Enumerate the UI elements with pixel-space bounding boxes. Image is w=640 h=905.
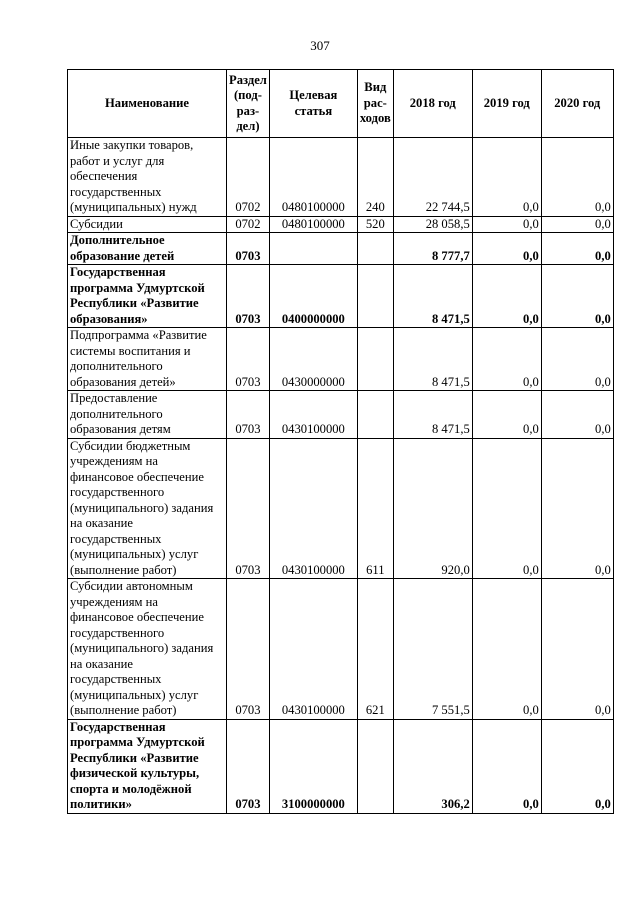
row-2020: 0,0 (541, 138, 613, 217)
row-section: 0702 (227, 216, 270, 233)
row-target: 0480100000 (269, 138, 357, 217)
row-2019: 0,0 (472, 391, 541, 439)
row-target: 0430100000 (269, 391, 357, 439)
row-kind: 520 (357, 216, 393, 233)
row-2020: 0,0 (541, 438, 613, 579)
row-section: 0703 (227, 233, 270, 265)
row-2019: 0,0 (472, 438, 541, 579)
row-kind (357, 265, 393, 328)
row-2018: 22 744,5 (393, 138, 472, 217)
row-kind: 621 (357, 579, 393, 720)
row-section: 0703 (227, 719, 270, 813)
row-name: Иные закупки товаров, работ и услуг для обеспечения государственных (муниципальных) нужд (68, 138, 227, 217)
table-row (68, 233, 614, 265)
table-row (68, 138, 614, 217)
header-2019: 2019 год (472, 70, 541, 138)
table-row (68, 579, 614, 720)
row-section: 0703 (227, 265, 270, 328)
row-target: 0400000000 (269, 265, 357, 328)
header-2018: 2018 год (393, 70, 472, 138)
row-2019: 0,0 (472, 265, 541, 328)
row-section: 0703 (227, 391, 270, 439)
header-2020: 2020 год (541, 70, 613, 138)
row-target: 3100000000 (269, 719, 357, 813)
row-2020: 0,0 (541, 579, 613, 720)
row-2020: 0,0 (541, 216, 613, 233)
row-2019: 0,0 (472, 719, 541, 813)
row-target: 0430100000 (269, 579, 357, 720)
row-2018: 8 471,5 (393, 265, 472, 328)
row-kind: 611 (357, 438, 393, 579)
row-2018: 8 471,5 (393, 328, 472, 391)
row-kind (357, 719, 393, 813)
row-kind (357, 328, 393, 391)
row-2020: 0,0 (541, 391, 613, 439)
header-section: Раздел (под-раз-дел) (227, 70, 270, 138)
header-name: Наименование (68, 70, 227, 138)
row-2018: 306,2 (393, 719, 472, 813)
row-2019: 0,0 (472, 138, 541, 217)
row-2020: 0,0 (541, 265, 613, 328)
row-kind (357, 391, 393, 439)
row-2019: 0,0 (472, 233, 541, 265)
row-2018: 920,0 (393, 438, 472, 579)
row-section: 0703 (227, 328, 270, 391)
row-section: 0702 (227, 138, 270, 217)
table-row (68, 391, 614, 439)
row-target: 0430000000 (269, 328, 357, 391)
row-2020: 0,0 (541, 719, 613, 813)
header-target: Целевая статья (269, 70, 357, 138)
row-2020: 0,0 (541, 233, 613, 265)
row-section: 0703 (227, 579, 270, 720)
row-2018: 8 471,5 (393, 391, 472, 439)
row-2019: 0,0 (472, 579, 541, 720)
table-row (68, 265, 614, 328)
table-row (68, 719, 614, 813)
row-2018: 7 551,5 (393, 579, 472, 720)
row-name: Подпрограмма «Развитие системы воспитания и дополнительного образования детей» (68, 328, 227, 391)
page-number: 307 (310, 38, 330, 53)
row-name: Государственная программа Удмуртской Республики «Развитие образования» (68, 265, 227, 328)
header-row (68, 70, 614, 138)
row-2018: 8 777,7 (393, 233, 472, 265)
row-name: Государственная программа Удмуртской Республики «Развитие физической культуры, спорта и молодёжной политики» (68, 719, 227, 813)
header-kind: Вид рас-ходов (357, 70, 393, 138)
row-name: Субсидии (68, 216, 227, 233)
budget-table (67, 69, 614, 814)
row-name: Субсидии бюджетным учреждениям на финансовое обеспечение государственного (муниципального) задания на оказание государственных (муниципальных) услуг (выполнение работ) (68, 438, 227, 579)
row-target: 0480100000 (269, 216, 357, 233)
row-target (269, 233, 357, 265)
table-row (68, 438, 614, 579)
row-target: 0430100000 (269, 438, 357, 579)
row-kind: 240 (357, 138, 393, 217)
row-section: 0703 (227, 438, 270, 579)
row-name: Предоставление дополнительного образования детям (68, 391, 227, 439)
table-row (68, 216, 614, 233)
row-name: Субсидии автономным учреждениям на финансовое обеспечение государственного (муниципального) задания на оказание государственных (муниципальных) услуг (выполнение работ) (68, 579, 227, 720)
table-row (68, 328, 614, 391)
row-kind (357, 233, 393, 265)
row-2020: 0,0 (541, 328, 613, 391)
row-2019: 0,0 (472, 328, 541, 391)
row-2018: 28 058,5 (393, 216, 472, 233)
row-name: Дополнительное образование детей (68, 233, 227, 265)
row-2019: 0,0 (472, 216, 541, 233)
